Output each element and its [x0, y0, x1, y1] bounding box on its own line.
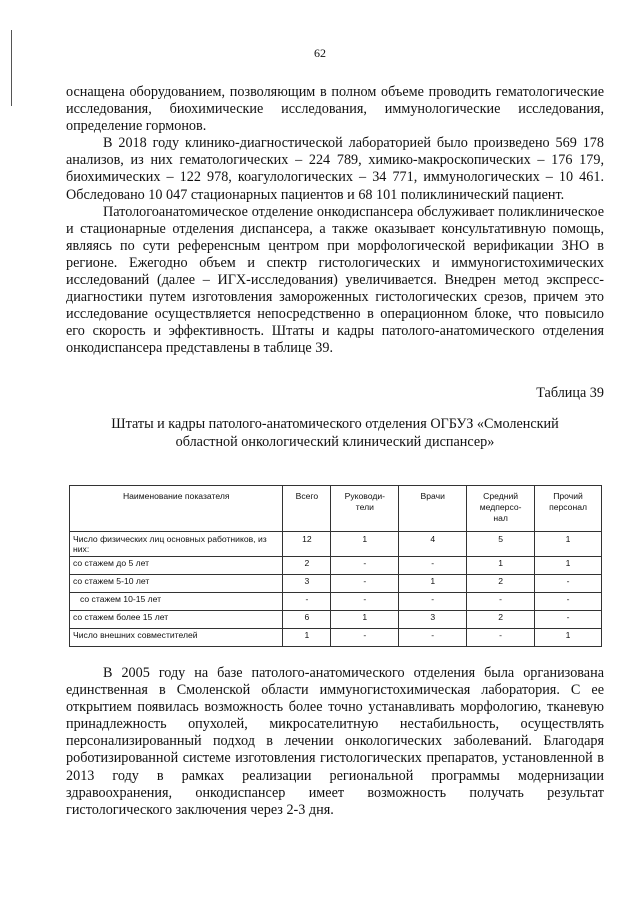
cell-doctors: 1 — [399, 575, 467, 593]
table-label: Таблица 39 — [536, 384, 604, 401]
row-label: со стажем 5-10 лет — [70, 575, 283, 593]
cell-total: 3 — [283, 575, 331, 593]
cell-nurses: - — [467, 629, 535, 647]
cell-other-staff: - — [535, 593, 602, 611]
cell-managers: - — [331, 557, 399, 575]
header-doctors: Врачи — [399, 486, 467, 532]
cell-total: 12 — [283, 532, 331, 557]
paragraph-1: оснащена оборудованием, позволяющим в полном объеме проводить гематологические исследования, биохимические исследования, иммунологические исследования, определение гормонов. — [66, 84, 604, 135]
cell-nurses: - — [467, 593, 535, 611]
cell-doctors: 4 — [399, 532, 467, 557]
paragraph-4: В 2005 году на базе патолого-анатомического отделения была организована единственная в Смоленской области иммуногистохимическая лаборатория. С ее открытием появилась возможность более точно устанавливать морфологию, тканевую принадлежность опухолей, микросателитную нестабильность, осуществлять персонализированный подход в лечении онкологических заболеваний. Благодаря роботизированной системе изготовления гистологических препаратов, установленной в 2013 году в рамках реализации региональной программы модернизации здравоохранения, онкодиспансер имеет возможность получать результат гистологического заключения через 2-3 дня. — [66, 665, 604, 818]
cell-managers: - — [331, 593, 399, 611]
cell-other-staff: 1 — [535, 532, 602, 557]
cell-total: 1 — [283, 629, 331, 647]
cell-nurses: 2 — [467, 575, 535, 593]
header-managers: Руководи- тели — [331, 486, 399, 532]
cell-doctors: - — [399, 629, 467, 647]
cell-managers: 1 — [331, 611, 399, 629]
table-row — [70, 611, 602, 629]
closing-text — [66, 665, 604, 819]
cell-doctors: 3 — [399, 611, 467, 629]
cell-nurses: 5 — [467, 532, 535, 557]
cell-managers: - — [331, 629, 399, 647]
page-number: 62 — [314, 46, 326, 60]
staff-table — [69, 485, 602, 647]
row-label: Число внешних совместителей — [70, 629, 283, 647]
header-indicator: Наименование показателя — [70, 486, 283, 532]
cell-nurses: 1 — [467, 557, 535, 575]
cell-managers: - — [331, 575, 399, 593]
table-row — [70, 557, 602, 575]
cell-total: 6 — [283, 611, 331, 629]
cell-doctors: - — [399, 593, 467, 611]
binding-margin-line — [11, 30, 12, 106]
cell-other-staff: 1 — [535, 557, 602, 575]
cell-other-staff: 1 — [535, 629, 602, 647]
row-label: со стажем до 5 лет — [70, 557, 283, 575]
table-title-line-2: областной онкологический клинический диспансер» — [175, 433, 495, 450]
table-header-row — [70, 486, 602, 532]
table-title — [66, 415, 604, 451]
paragraph-3: Патологоанатомическое отделение онкодиспансера обслуживает поликлиническое и стационарные отделения диспансера, а также оказывает консультативную помощь, являясь по сути референсным центром при морфологической верификации ЗНО в регионе. Ежегодно объем и спектр гистологических и иммуногистохимических исследований (далее – ИГХ-исследования) увеличивается. Внедрен метод экспресс-диагностики путем изготовления замороженных гистологических срезов, причем это исследование осуществляется непосредственно в операционном блоке, что повысило его скорость и эффективность. Штаты и кадры патолого-анатомического отделения онкодиспансера представлены в таблице 39. — [66, 203, 604, 357]
cell-other-staff: - — [535, 575, 602, 593]
table-row — [70, 593, 602, 611]
paragraph-2: В 2018 году клинико-диагностической лабораторией было произведено 569 178 анализов, из них гематологических – 224 789, химико-макроскопических – 176 179, биохимических – 122 978, коагулологических – 34 771, иммунологических – 10 461. Обследовано 10 047 стационарных пациентов и 68 101 поликлинический пациент. — [66, 135, 604, 203]
table-row — [70, 532, 602, 557]
cell-managers: 1 — [331, 532, 399, 557]
cell-total: 2 — [283, 557, 331, 575]
table-row — [70, 575, 602, 593]
cell-total: - — [283, 593, 331, 611]
body-text — [66, 84, 604, 451]
row-label: со стажем 10-15 лет — [70, 593, 283, 611]
header-total: Всего — [283, 486, 331, 532]
header-other-staff: Прочий персонал — [535, 486, 602, 532]
table-title-line-1: Штаты и кадры патолого-анатомического отделения ОГБУЗ «Смоленский — [111, 415, 559, 432]
cell-nurses: 2 — [467, 611, 535, 629]
row-label: со стажем более 15 лет — [70, 611, 283, 629]
cell-doctors: - — [399, 557, 467, 575]
row-label: Число физических лиц основных работников, из них: — [70, 532, 283, 557]
cell-other-staff: - — [535, 611, 602, 629]
header-nurses: Средний медперсо- нал — [467, 486, 535, 532]
table-row — [70, 629, 602, 647]
